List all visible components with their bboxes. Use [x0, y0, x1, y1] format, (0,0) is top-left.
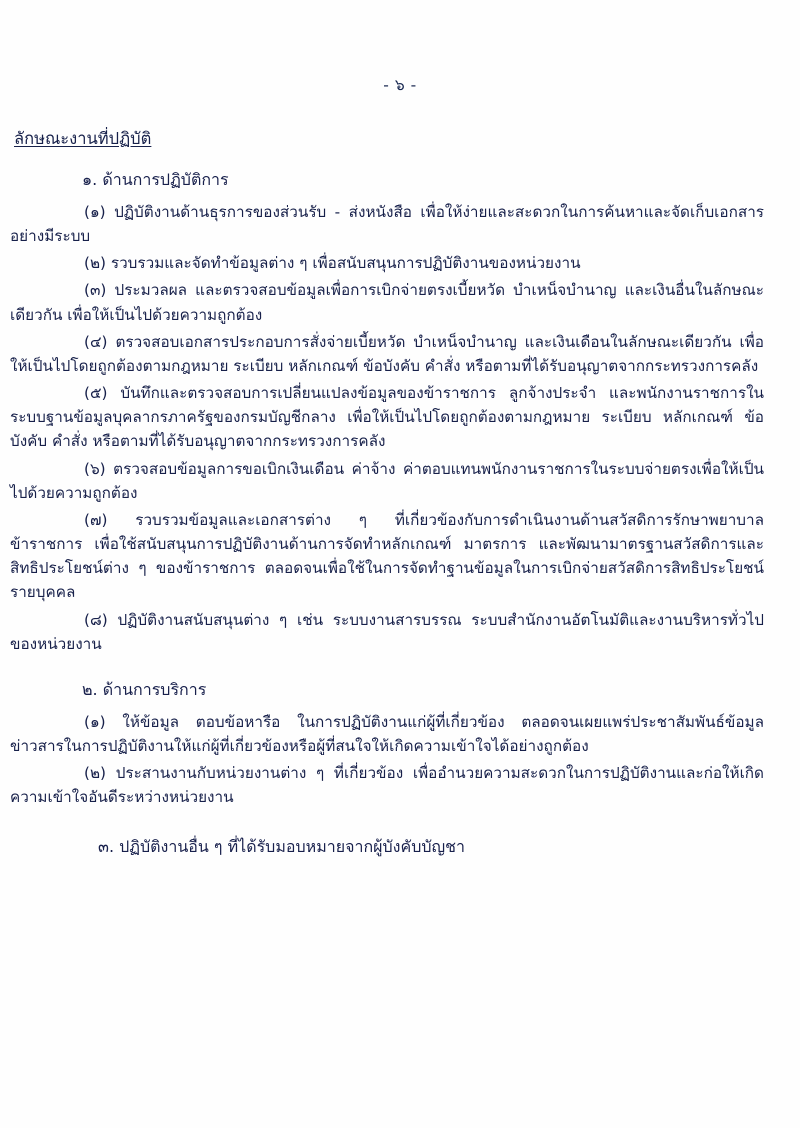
list-item: (๖) ตรวจสอบข้อมูลการขอเบิกเงินเดือน ค่าจ้าง ค่าตอบแทนพนักงานราชการในระบบจ่ายตรงเพื่อให้เป็นไปด้วยความถูกต้อง — [10, 459, 764, 502]
list-item: (๑) ให้ข้อมูล ตอบข้อหารือ ในการปฏิบัติงานแก่ผู้ที่เกี่ยวข้อง ตลอดจนเผยแพร่ประชาสัมพันธ์ข้อมูลข่าวสารในการปฏิบัติงานให้แก่ผู้ที่เกี่ยวข้องหรือผู้ที่สนใจให้เกิดความเข้าใจได้อย่างถูกต้อง — [10, 712, 764, 755]
page-title: ลักษณะงานที่ปฏิบัติ — [14, 129, 152, 148]
section-label-2: ๒. ด้านการบริการ — [82, 679, 207, 699]
list-item: (๒) ประสานงานกับหน่วยงานต่าง ๆ ที่เกี่ยวข้อง เพื่ออำนวยความสะดวกในการปฏิบัติงานและก่อให้เกิดความเข้าใจอันดีระหว่างหน่วยงาน — [10, 764, 764, 807]
list-item: (๒) รวบรวมและจัดทำข้อมูลต่าง ๆ เพื่อสนับสนุนการปฏิบัติงานของหน่วยงาน — [84, 254, 581, 273]
section-label-3: ๓. ปฏิบัติงานอื่น ๆ ที่ได้รับมอบหมายจากผู้บังคับบัญชา — [98, 837, 465, 857]
document-content — [0, 126, 800, 867]
section-label-1: ๑. ด้านการปฏิบัติการ — [82, 170, 229, 189]
list-item: (๕) บันทึกและตรวจสอบการเปลี่ยนแปลงข้อมูลของข้าราชการ ลูกจ้างประจำ และพนักงานราชการในระบบฐานข้อมูลบุคลากรภาครัฐของกรมบัญชีกลาง เพื่อให้เป็นไปโดยถูกต้องตามกฎหมาย ระเบียบ หลักเกณฑ์ ข้อบังคับ คำสั่ง หรือตามที่ได้รับอนุญาตจากกระทรวงการคลัง — [10, 384, 764, 451]
list-item: (๘) ปฏิบัติงานสนับสนุนต่าง ๆ เช่น ระบบงานสารบรรณ ระบบสำนักงานอัตโนมัติและงานบริหารทั่วไปของหน่วยงาน — [10, 610, 764, 653]
list-item: (๑) ปฏิบัติงานด้านธุรการของส่วนรับ - ส่งหนังสือ เพื่อให้ง่ายและสะดวกในการค้นหาและจัดเก็บเอกสารอย่างมีระบบ — [10, 203, 764, 246]
page-number: - ๖ - — [383, 76, 417, 94]
list-item: (๓) ประมวลผล และตรวจสอบข้อมูลเพื่อการเบิกจ่ายตรงเบี้ยหวัด บำเหน็จบำนาญ และเงินอื่นในลักษณะเดียวกัน เพื่อให้เป็นไปด้วยความถูกต้อง — [10, 281, 764, 324]
list-item: (๔) ตรวจสอบเอกสารประกอบการสั่งจ่ายเบี้ยหวัด บำเหน็จบำนาญ และเงินเดือนในลักษณะเดียวกัน เพื่อให้เป็นไปโดยถูกต้องตามกฎหมาย ระเบียบ หลักเกณฑ์ ข้อบังคับ คำสั่ง หรือตามที่ได้รับอนุญาตจากกระทรวงการคลัง — [10, 332, 764, 375]
list-item: (๗) รวบรวมข้อมูลและเอกสารต่าง ๆ ที่เกี่ยวข้องกับการดำเนินงานด้านสวัสดิการรักษาพยาบาลข้าราชการ เพื่อใช้สนับสนุนการปฏิบัติงานด้านการจัดทำหลักเกณฑ์ มาตรการ และพัฒนามาตรฐานสวัสดิการและสิทธิประโยชน์ต่าง ๆ ของข้าราชการ ตลอดจนเพื่อใช้ในการจัดทำฐานข้อมูลในการเบิกจ่ายสวัสดิการสิทธิประโยชน์รายบุคคล — [10, 510, 764, 602]
